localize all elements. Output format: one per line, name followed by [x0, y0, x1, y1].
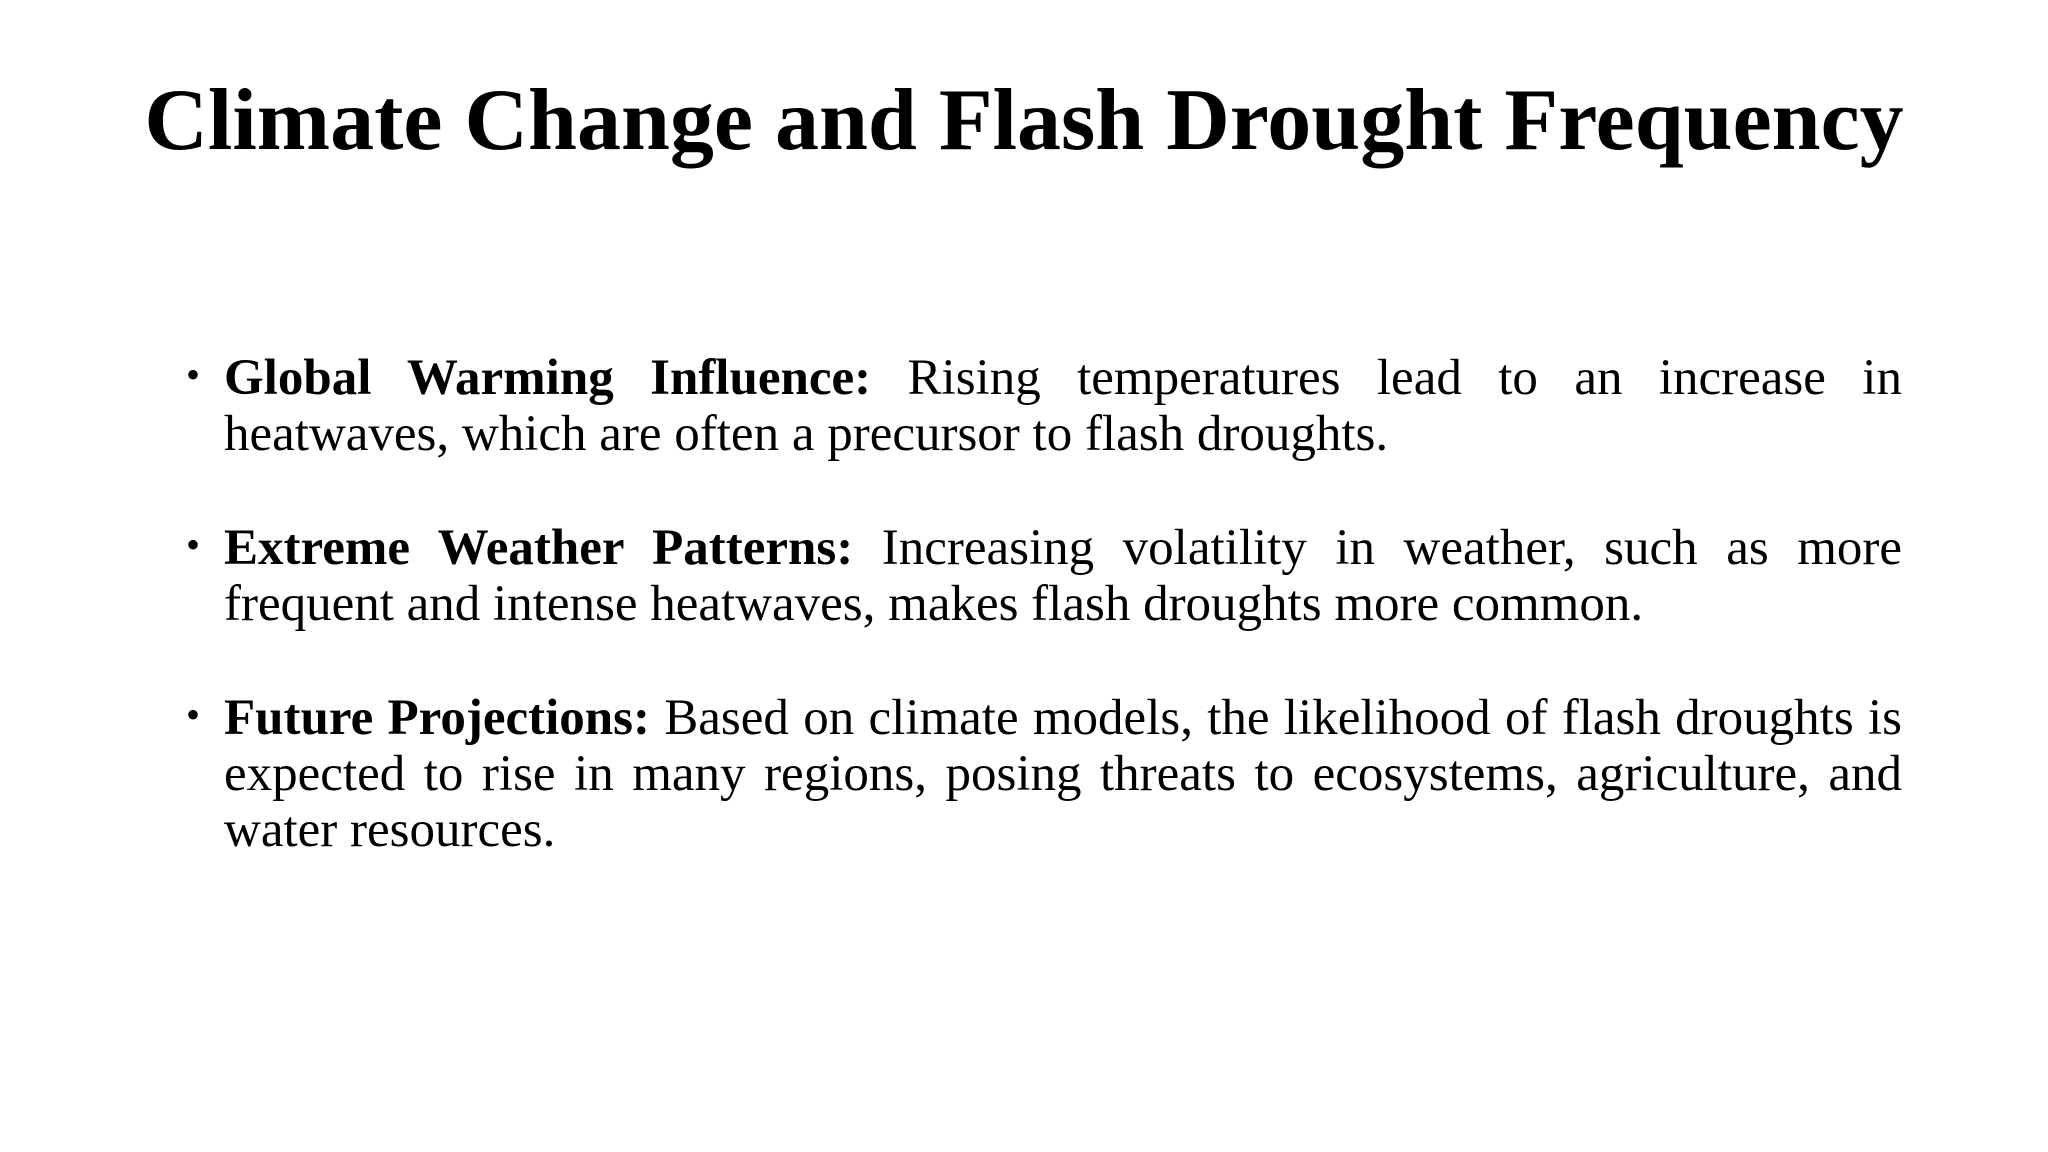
bullet-heading: Future Projections:: [224, 690, 650, 746]
bullet-icon: •: [186, 692, 201, 737]
bullet-icon: •: [186, 522, 201, 567]
bullet-item-extreme-weather: [180, 520, 1902, 632]
bullet-text: Rising temperatures lead to an increase in heatwaves, which are often a precursor to flash droughts.: [224, 350, 1902, 462]
bullet-item-future-projections: [180, 690, 1902, 858]
bullet-heading: Global Warming Influence:: [224, 350, 872, 406]
bullet-text: Based on climate models, the likelihood of flash droughts is expected to rise in many regions, posing threats to ecosystems, agriculture, and water resources.: [224, 690, 1902, 858]
bullet-heading: Extreme Weather Patterns:: [224, 520, 854, 576]
bullet-text: Increasing volatility in weather, such as more frequent and intense heatwaves, makes flash droughts more common.: [224, 520, 1902, 632]
bullet-icon: •: [186, 352, 201, 397]
slide-title: Climate Change and Flash Drought Frequency: [144, 72, 1904, 169]
bullet-item-global-warming: [180, 350, 1902, 462]
bullet-list: [180, 350, 1902, 858]
